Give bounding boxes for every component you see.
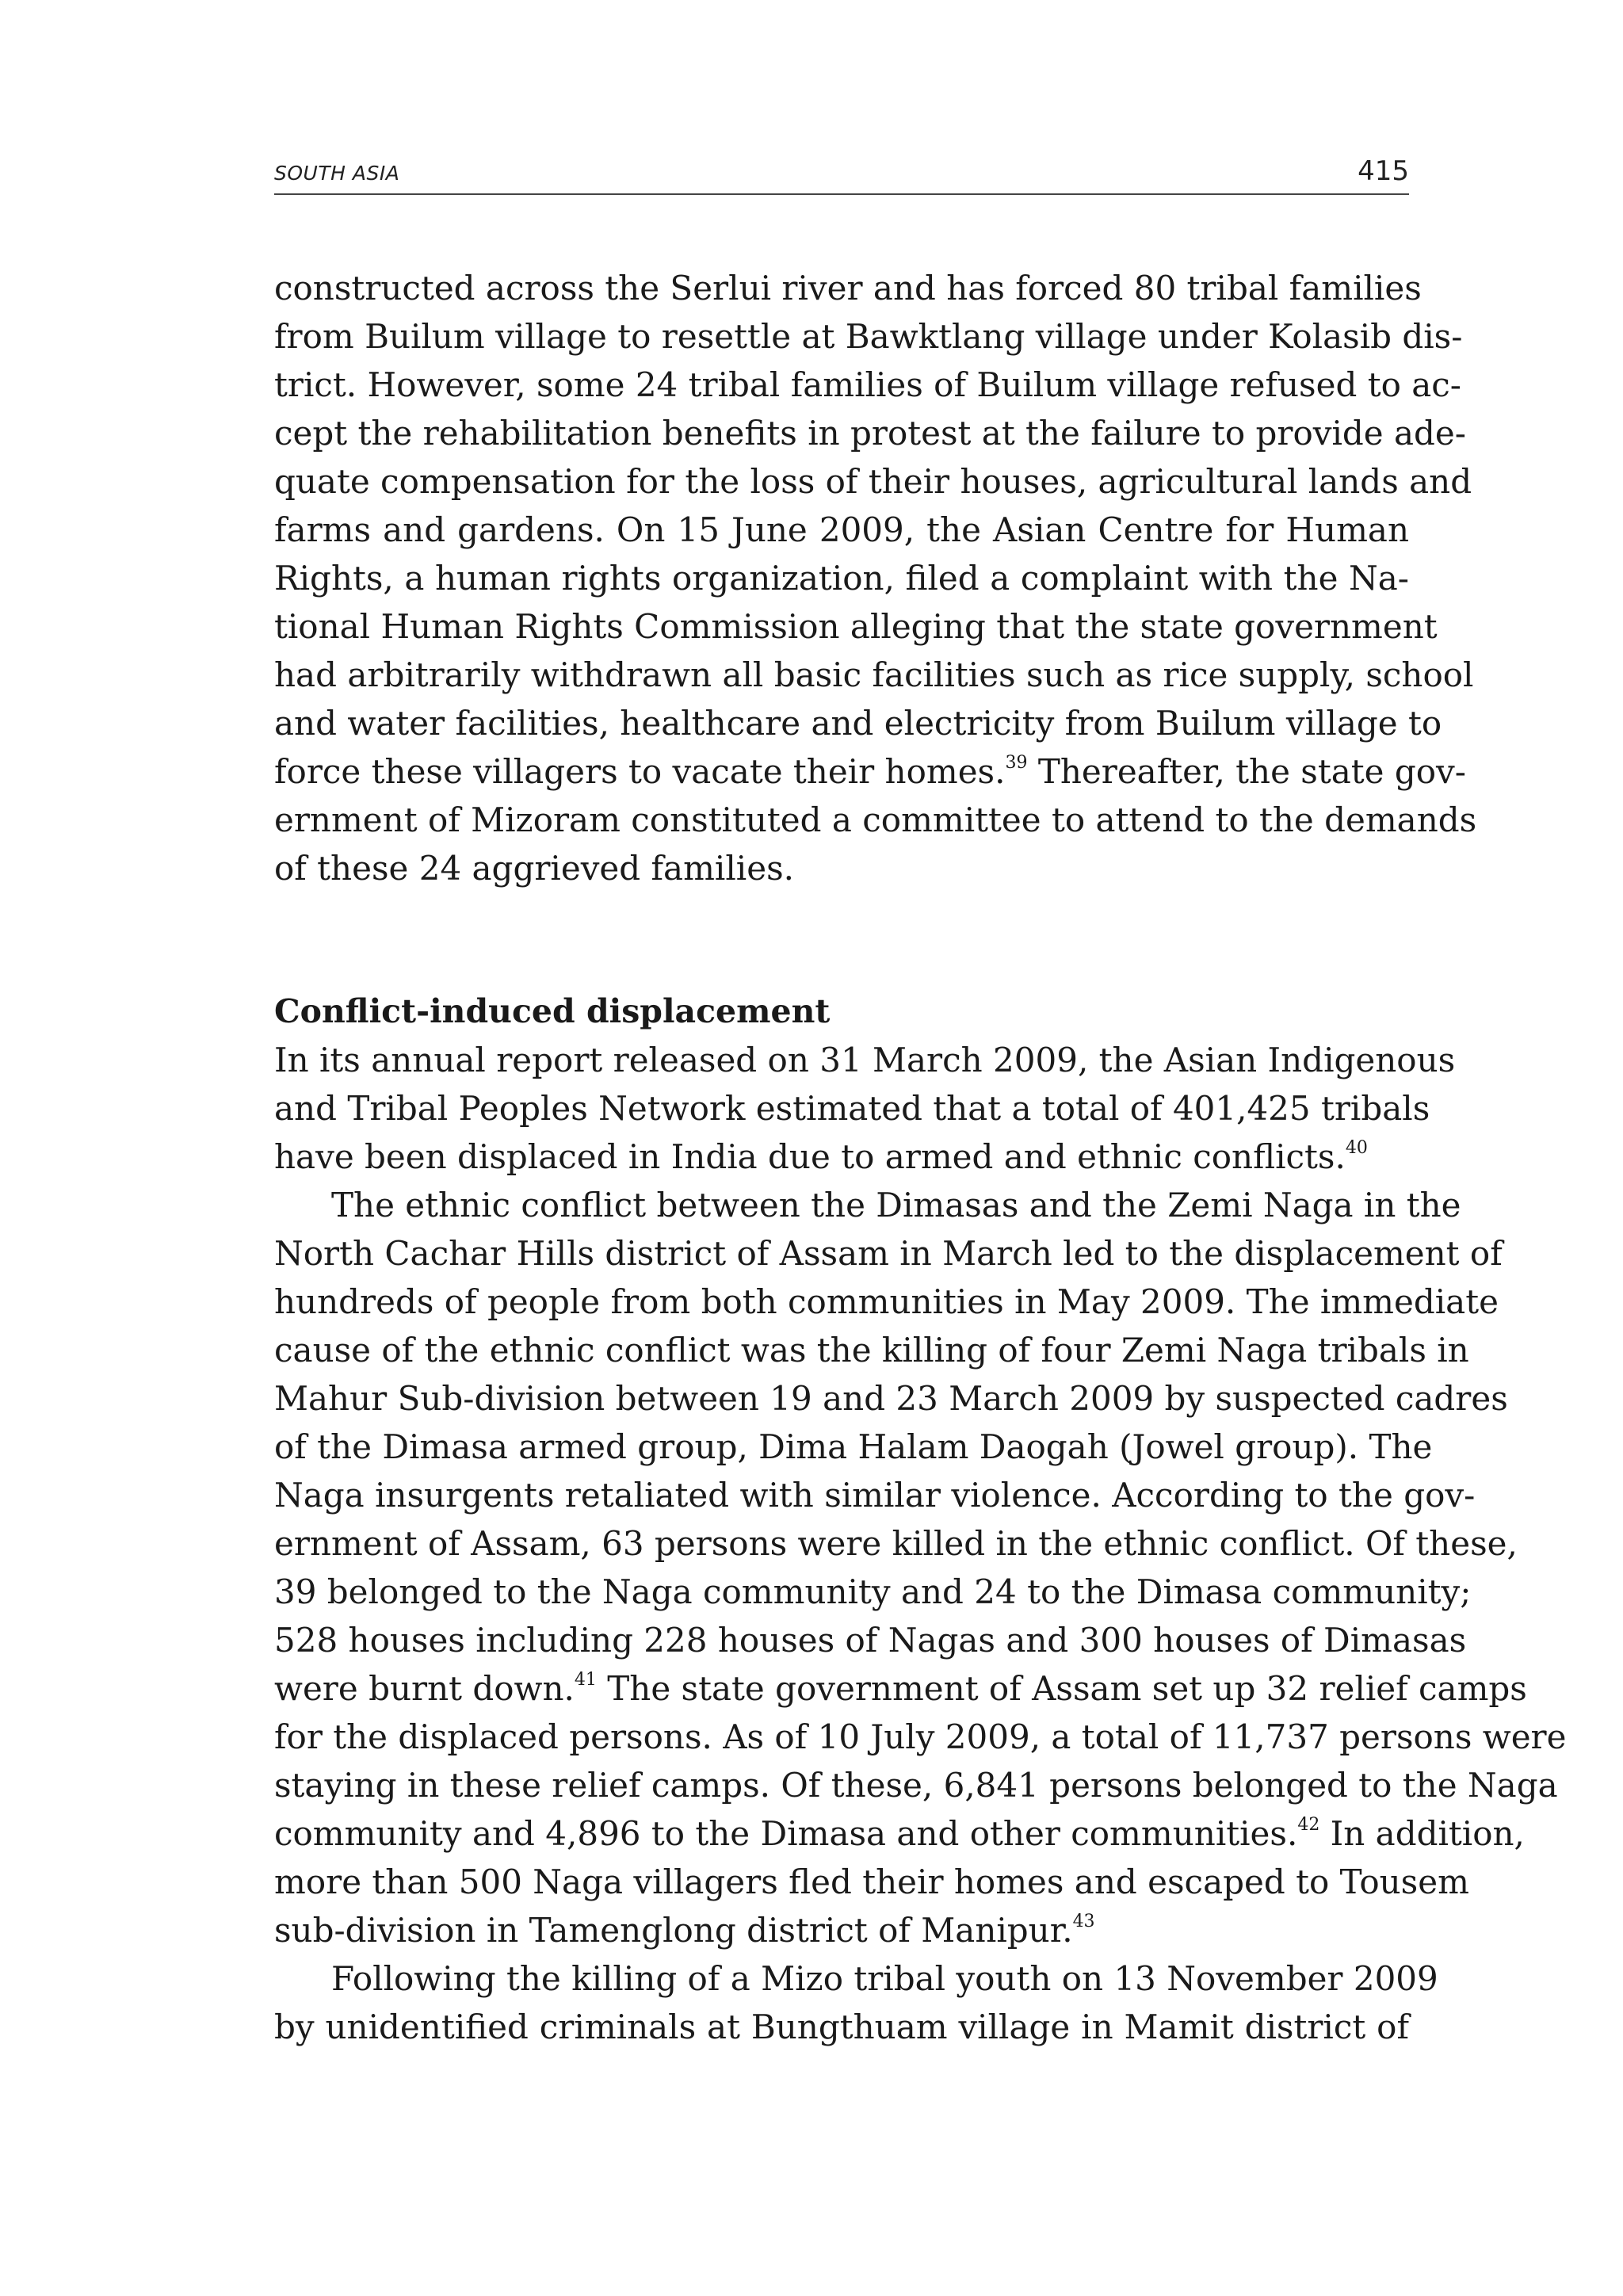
text-segment: have been displaced in India due to armed and ethnic conflicts. [274,1137,1346,1176]
text-segment: sub-division in Tamenglong district of Manipur. [274,1911,1073,1950]
running-header-section-title: SOUTH ASIA [274,162,400,185]
text-line: by unidentified criminals at Bungthuam village in Mamit district of [274,2008,1409,2046]
text-line [274,1906,1409,1954]
footnote-reference-42[interactable]: 42 [1297,1815,1320,1835]
text-line: The ethnic conflict between the Dimasas and the Zemi Naga in the [331,1186,1461,1224]
text-line: farms and gardens. On 15 June 2009, the Asian Centre for Human [274,510,1409,549]
text-line: had arbitrarily withdrawn all basic facilities such as rice supply, school [274,655,1474,694]
page-number: 415 [1358,155,1409,187]
running-header [274,152,1409,195]
footnote-reference-40[interactable]: 40 [1345,1138,1368,1158]
text-segment: The state government of Assam set up 32 relief camps [596,1669,1527,1708]
section-conflict-induced-displacement [274,988,1567,2051]
text-line: trict. However, some 24 tribal families of Builum village refused to ac- [274,365,1461,404]
text-line: more than 500 Naga villagers fled their homes and escaped to Tousem [274,1862,1469,1901]
text-segment: community and 4,896 to the Dimasa and other communities. [274,1814,1298,1853]
text-line: constructed across the Serlui river and has forced 80 tribal families [274,269,1422,308]
footnote-reference-41[interactable]: 41 [574,1670,597,1690]
text-segment: In addition, [1319,1814,1525,1853]
text-segment: were burnt down. [274,1669,575,1708]
text-line: and water facilities, healthcare and electricity from Builum village to [274,704,1442,743]
text-line: Mahur Sub-division between 19 and 23 March 2009 by suspected cadres [274,1379,1508,1418]
footnote-reference-39[interactable]: 39 [1005,753,1028,773]
text-line: Following the killing of a Mizo tribal youth on 13 November 2009 [331,1959,1438,1998]
text-line: staying in these relief camps. Of these, 6,841 persons belonged to the Naga [274,1766,1558,1805]
text-line: of these 24 aggrieved families. [274,849,794,888]
text-line: hundreds of people from both communities in May 2009. The immediate [274,1282,1499,1321]
text-segment: Thereafter, the state gov- [1027,752,1466,791]
text-line: 528 houses including 228 houses of Nagas and 300 houses of Dimasas [274,1621,1467,1660]
text-line: Naga insurgents retaliated with similar violence. According to the gov- [274,1476,1476,1515]
text-line: for the displaced persons. As of 10 July 2009, a total of 11,737 persons were [274,1717,1567,1756]
text-line: cause of the ethnic conflict was the killing of four Zemi Naga tribals in [274,1331,1469,1370]
paragraph-builum-village [274,264,1477,892]
text-line: Rights, a human rights organization, filed a complaint with the Na- [274,559,1409,598]
footnote-reference-43[interactable]: 43 [1072,1912,1095,1931]
text-line: of the Dimasa armed group, Dima Halam Daogah (Jowel group). The [274,1427,1433,1466]
text-line [274,747,1466,796]
text-line: from Builum village to resettle at Bawktlang village under Kolasib dis- [274,317,1463,356]
text-line: 39 belonged to the Naga community and 24 to the Dimasa community; [274,1572,1472,1611]
text-line [274,1809,1525,1858]
text-line [274,1664,1527,1713]
section-heading: Conflict-induced displacement [274,992,831,1030]
text-line: North Cachar Hills district of Assam in March led to the displacement of [274,1234,1503,1273]
text-line [274,1133,1409,1181]
text-line: cept the rehabilitation benefits in protest at the failure to provide ade- [274,414,1466,453]
text-line: ernment of Mizoram constituted a committee to attend to the demands [274,800,1477,839]
text-line: quate compensation for the loss of their houses, agricultural lands and [274,462,1472,501]
text-line: and Tribal Peoples Network estimated that a total of 401,425 tribals [274,1089,1430,1128]
text-line: ernment of Assam, 63 persons were killed in the ethnic conflict. Of these, [274,1524,1518,1563]
text-segment: force these villagers to vacate their homes. [274,752,1006,791]
text-line: tional Human Rights Commission alleging that the state government [274,607,1438,646]
text-line: In its annual report released on 31 March 2009, the Asian Indigenous [274,1041,1456,1079]
